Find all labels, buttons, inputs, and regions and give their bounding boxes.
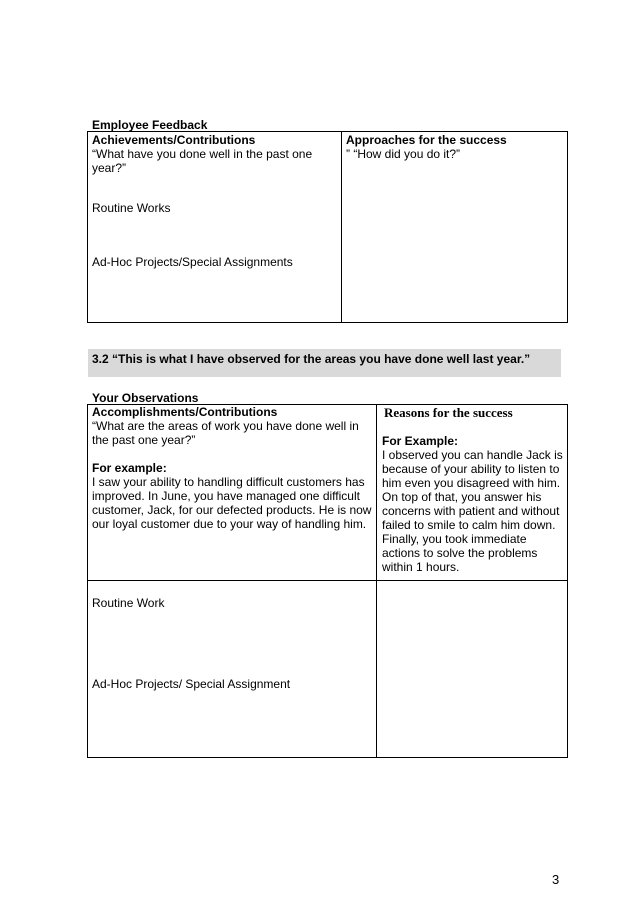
adhoc-projects-label: Ad-Hoc Projects/ Special Assignment: [92, 677, 291, 691]
example-line: because of your ability to listen to: [382, 462, 560, 476]
example-line: customer, Jack, for our defected products. He is now: [92, 503, 372, 517]
example-line: within 1 hours.: [382, 560, 460, 574]
example-line: Finally, you took immediate: [382, 532, 527, 546]
example-line: concerns with patient and without: [382, 504, 560, 518]
banner-text: 3.2 “This is what I have observed for the areas you have done well last year.”: [92, 352, 531, 366]
table-divider: [341, 131, 342, 323]
achievements-question: [92, 147, 312, 175]
example-line: I observed you can handle Jack is: [382, 448, 563, 462]
your-observations-heading: Your Observations: [92, 391, 199, 405]
example-line: improved. In June, you have managed one difficult: [92, 489, 360, 503]
example-label: For example:: [92, 461, 167, 475]
question-line: the past one year?”: [92, 433, 196, 447]
accomplishments-header: Accomplishments/Contributions: [92, 405, 278, 419]
routine-works-label: Routine Works: [92, 201, 171, 215]
adhoc-projects-label: Ad-Hoc Projects/Special Assignments: [92, 255, 293, 269]
reasons-cell: [382, 434, 563, 574]
achievements-header: Achievements/Contributions: [92, 133, 256, 147]
routine-work-label: Routine Work: [92, 596, 165, 610]
accomplishments-cell: [92, 405, 371, 531]
example-line: him even you disagreed with him.: [382, 476, 561, 490]
table-divider: [376, 404, 377, 758]
question-line: “What are the areas of work you have done well in: [92, 419, 359, 433]
example-line: our loyal customer due to your way of handling him.: [92, 517, 367, 531]
table-row-divider: [87, 580, 568, 581]
page-number: 3: [552, 872, 560, 887]
example-line: actions to solve the problems: [382, 546, 538, 560]
example-label: For Example:: [382, 434, 459, 448]
question-line: year?”: [92, 161, 127, 175]
question-line: “What have you done well in the past one: [92, 147, 313, 161]
example-line: On top of that, you answer his: [382, 490, 542, 504]
approaches-question: ” “How did you do it?”: [346, 147, 461, 161]
employee-feedback-heading: Employee Feedback: [92, 118, 208, 132]
example-line: I saw your ability to handling difficult customers has: [92, 475, 365, 489]
approaches-header: Approaches for the success: [346, 133, 507, 147]
reasons-header: Reasons for the success: [384, 405, 513, 420]
example-line: failed to smile to calm him down.: [382, 518, 556, 532]
